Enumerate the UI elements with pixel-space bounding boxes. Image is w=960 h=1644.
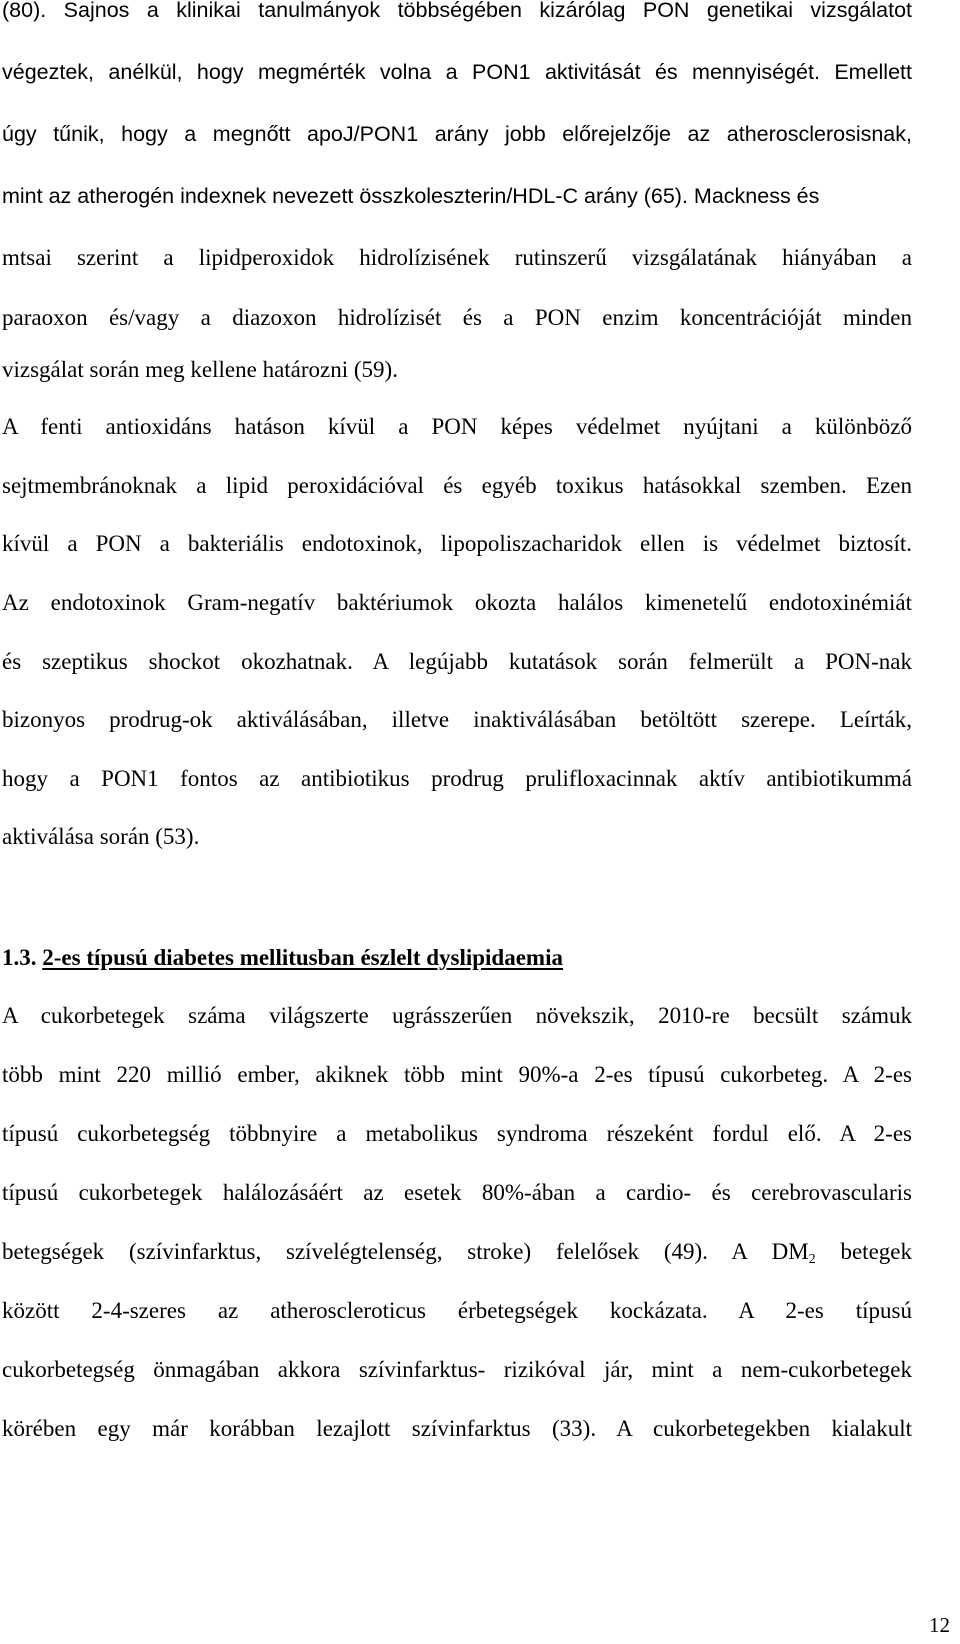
text-line: típusú cukorbetegség többnyire a metabolikus syndroma részeként fordul elő. A 2-es xyxy=(2,1121,912,1146)
text-line: típusú cukorbetegek halálozásáért az esetek 80%-ában a cardio- és cerebrovascularis xyxy=(2,1180,912,1205)
text-line: körében egy már korábban lezajlott szívinfarktus (33). A cukorbetegekben kialakult xyxy=(2,1416,912,1441)
text-line: végeztek, anélkül, hogy megmérték volna a PON1 aktivitását és mennyiségét. Emellett xyxy=(2,60,912,84)
text-line: bizonyos prodrug-ok aktiválásában, illetve inaktiválásában betöltött szerepe. Leírták, xyxy=(2,707,912,732)
text-line: cukorbetegség önmagában akkora szívinfarktus- rizikóval jár, mint a nem-cukorbetegek xyxy=(2,1357,912,1382)
text-line: A cukorbetegek száma világszerte ugrásszerűen növekszik, 2010-re becsült számuk xyxy=(2,1003,912,1028)
text-line: sejtmembránoknak a lipid peroxidációval és egyéb toxikus hatásokkal szemben. Ezen xyxy=(2,473,912,498)
subscript: 2 xyxy=(808,1252,816,1267)
text-line: Az endotoxinok Gram-negatív baktériumok okozta halálos kimenetelű endotoxinémiát xyxy=(2,590,912,615)
text-line: több mint 220 millió ember, akiknek több mint 90%-a 2-es típusú cukorbeteg. A 2-es xyxy=(2,1062,912,1087)
text-line xyxy=(2,1238,912,1266)
text-line: úgy tűnik, hogy a megnőtt apoJ/PON1 arány jobb előrejelzője az atherosclerosisnak, xyxy=(2,122,912,146)
page-number: 12 xyxy=(929,1613,950,1637)
text-line: és szeptikus shockot okozhatnak. A legújabb kutatások során felmerült a PON-nak xyxy=(2,649,912,674)
text-line: vizsgálat során meg kellene határozni (59). xyxy=(2,357,398,382)
text-line: mtsai szerint a lipidperoxidok hidrolízisének rutinszerű vizsgálatának hiányában a xyxy=(2,245,912,270)
text-line: között 2-4-szeres az atheroscleroticus érbetegségek kockázata. A 2-es típusú xyxy=(2,1298,912,1323)
text-line: kívül a PON a bakteriális endotoxinok, lipopoliszacharidok ellen is védelmet biztosít. xyxy=(2,531,912,556)
section-number: 1.3. xyxy=(2,945,37,970)
text-fragment: betegségek (szívinfarktus, szívelégtelenség, stroke) felelősek (49). A DM xyxy=(2,1239,809,1264)
section-title: 2-es típusú diabetes mellitusban észlelt dyslipidaemia xyxy=(42,945,563,970)
text-line: aktiválása során (53). xyxy=(2,824,200,849)
text-line: A fenti antioxidáns hatáson kívül a PON képes védelmet nyújtani a különböző xyxy=(2,414,912,439)
text-line: paraoxon és/vagy a diazoxon hidrolízisét és a PON enzim koncentrációját minden xyxy=(2,305,912,330)
text-line: mint az atherogén indexnek nevezett összkoleszterin/HDL-C arány (65). Mackness és xyxy=(2,184,820,208)
text-fragment: betegek xyxy=(815,1239,912,1264)
text-line: hogy a PON1 fontos az antibiotikus prodrug prulifloxacinnak aktív antibiotikummá xyxy=(2,766,912,791)
text-line: (80). Sajnos a klinikai tanulmányok többségében kizárólag PON genetikai vizsgálatot xyxy=(2,0,912,22)
section-heading xyxy=(2,944,563,972)
